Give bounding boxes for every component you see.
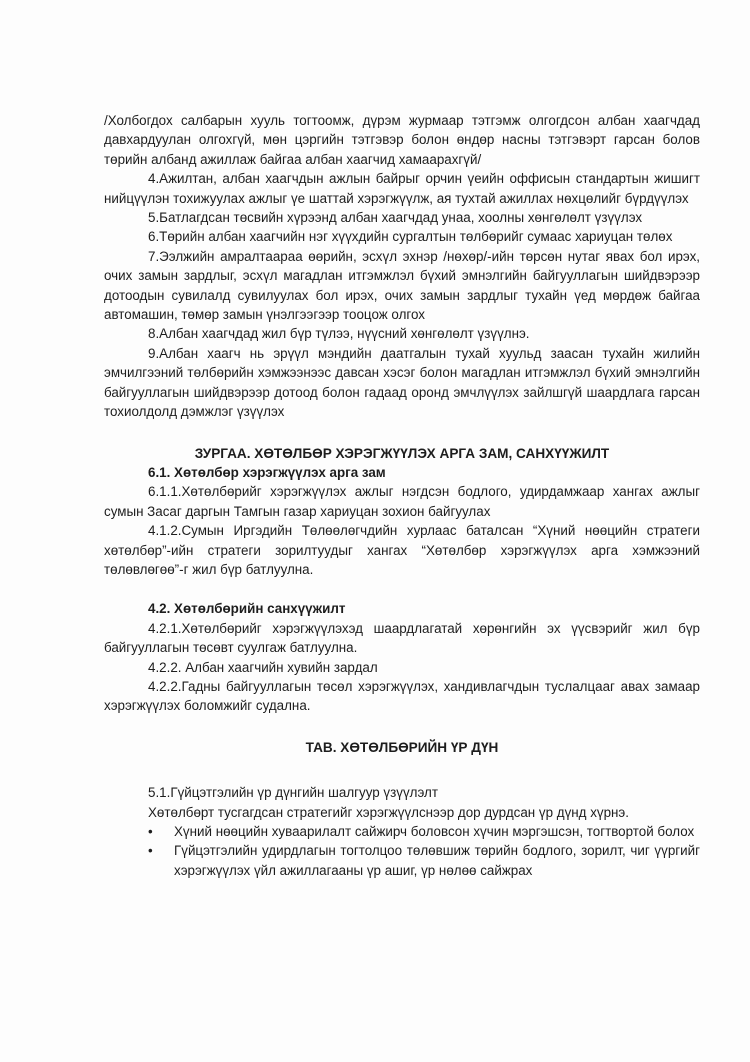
list-item-text: Гүйцэтгэлийн удирдлагын тогтолцоо төлөвшиж төрийн бодлого, зорилт, чиг үүргийг хэрэгжүүлэх үйл ажиллагааны үр ашиг, үр нөлөө сайжрах — [174, 843, 700, 878]
paragraph-item-6: 6.Төрийн албан хаагчийн нэг хүүхдийн сургалтын төлбөрийг сумаас хариуцан төлөх — [148, 229, 673, 245]
spacer — [104, 579, 700, 599]
spacer — [104, 757, 700, 783]
section-6-heading: ЗУРГАА. ХӨТӨЛБӨР ХЭРЭГЖҮҮЛЭХ АРГА ЗАМ, САНХҮҮЖИЛТ — [194, 445, 610, 461]
paragraph-4-2-2-b: 4.2.2.Гадны байгууллагын төсөл хэрэгжүүлэх, хандивлагчдын туслалцааг авах замаар хэрэгжүүлэх боломжийг судална. — [104, 678, 700, 714]
paragraph-item-9: 9.Албан хаагч нь эрүүл мэндийн даатгалын тухай хуульд заасан тухайн жилийн эмчилгээний төлбөрийн хэмжээнээс давсан хэсэг болон магадлан итгэмжлэл бүхий эмнэлгийн байгууллагын шийдвэрээр дотоод болон гадаад оронд эмчлүүлэх зайлшгүй шаардлага гарсан тохиолдолд дэмжлэг үзүүлэх — [104, 345, 700, 420]
paragraph-4-2-1: 4.2.1.Хөтөлбөрийг хэрэгжүүлэхэд шаардлагатай хөрөнгийн эх үүсвэрийг жил бүр байгууллагын төсөвт суулгаж батлуулна. — [104, 620, 700, 656]
list-item — [104, 841, 700, 880]
list-item — [104, 822, 700, 841]
paragraph-6-1-1: 6.1.1.Хөтөлбөрийг хэрэгжүүлэх ажлыг нэгдсэн бодлого, удирдамжаар хангах ажлыг сумын Засаг даргын Тамгын газар хариуцан зохион байгуулах — [104, 484, 700, 519]
paragraph-note: /Холбогдох салбарын хууль тогтоомж, дүрэм журмаар тэтгэмж олгогдсон албан хаагчдад давхардуулан олгохгүй, мөн цэргийн тэтгэвэр болон өндөр насны тэтгэвэрт гарсан болов төрийн албанд ажиллаж байгаа албан хаагчид хамаарахгүй/ — [104, 113, 700, 167]
section-6-1-heading: 6.1. Хөтөлбөр хэрэгжүүлэх арга зам — [148, 464, 386, 480]
results-list — [104, 822, 700, 880]
paragraph-5-1: 5.1.Гүйцэтгэлийн үр дүнгийн шалгуур үзүүлэлт — [148, 785, 438, 801]
paragraph-5-intro: Хөтөлбөрт тусгагдсан стратегийг хэрэгжүүлснээр дор дурдсан үр дүнд хүрнэ. — [148, 804, 629, 820]
bullet-icon: • — [148, 843, 153, 859]
paragraph-item-5: 5.Батлагдсан төсвийн хүрээнд албан хаагчдад унаа, хоолны хөнгөлөлт үзүүлэх — [148, 210, 643, 226]
list-item-text: Хүний нөөцийн хуваарилалт сайжирч боловсон хүчин мэргэшсэн, тогтвортой болох — [174, 824, 695, 839]
paragraph-item-7: 7.Ээлжийн амралтаараа өөрийн, эсхүл эхнэр /нөхөр/-ийн төрсөн нутаг явах бол ирэх, очих замын зардлыг, эсхүл магадлан итгэмжлэл бүхий эмнэлгийн байгууллагын шийдвэрээр дотоодын сувилалд сувилуулах бол ирэх, очих замын зардлыг тухайн үед мөрдөж байгаа автомашин, төмөр замын үнэлгээгээр тооцож олгох — [104, 248, 700, 323]
document-body — [104, 111, 700, 880]
paragraph-4-1-2: 4.1.2.Сумын Иргэдийн Төлөөлөгчдийн хурлаас баталсан “Хүний нөөцийн стратеги хөтөлбөр”-ийн стратеги зорилтуудыг хангах “Хөтөлбөр хэрэгжүүлэх арга хэмжээний төлөвлөгөө”-г жил бүр батлуулна. — [104, 523, 700, 577]
section-4-2-heading: 4.2. Хөтөлбөрийн санхүүжилт — [148, 601, 346, 617]
section-5-heading: ТАВ. ХӨТӨЛБӨРИЙН ҮР ДҮН — [305, 739, 499, 755]
paragraph-4-2-2-a: 4.2.2. Албан хаагчийн хувийн зардал — [148, 659, 378, 675]
paragraph-item-4: 4.Ажилтан, албан хаагчдын ажлын байрыг орчин үеийн оффисын стандартын жишигт нийцүүлэн тохижуулах ажлыг үе шаттай хэрэгжүүлж, ая тухтай ажиллах нөхцөлийг бүрдүүлэх — [104, 171, 700, 206]
bullet-icon: • — [148, 824, 153, 839]
paragraph-item-8: 8.Албан хаагчдад жил бүр түлээ, нүүсний хөнгөлөлт үзүүлнэ. — [148, 326, 530, 342]
